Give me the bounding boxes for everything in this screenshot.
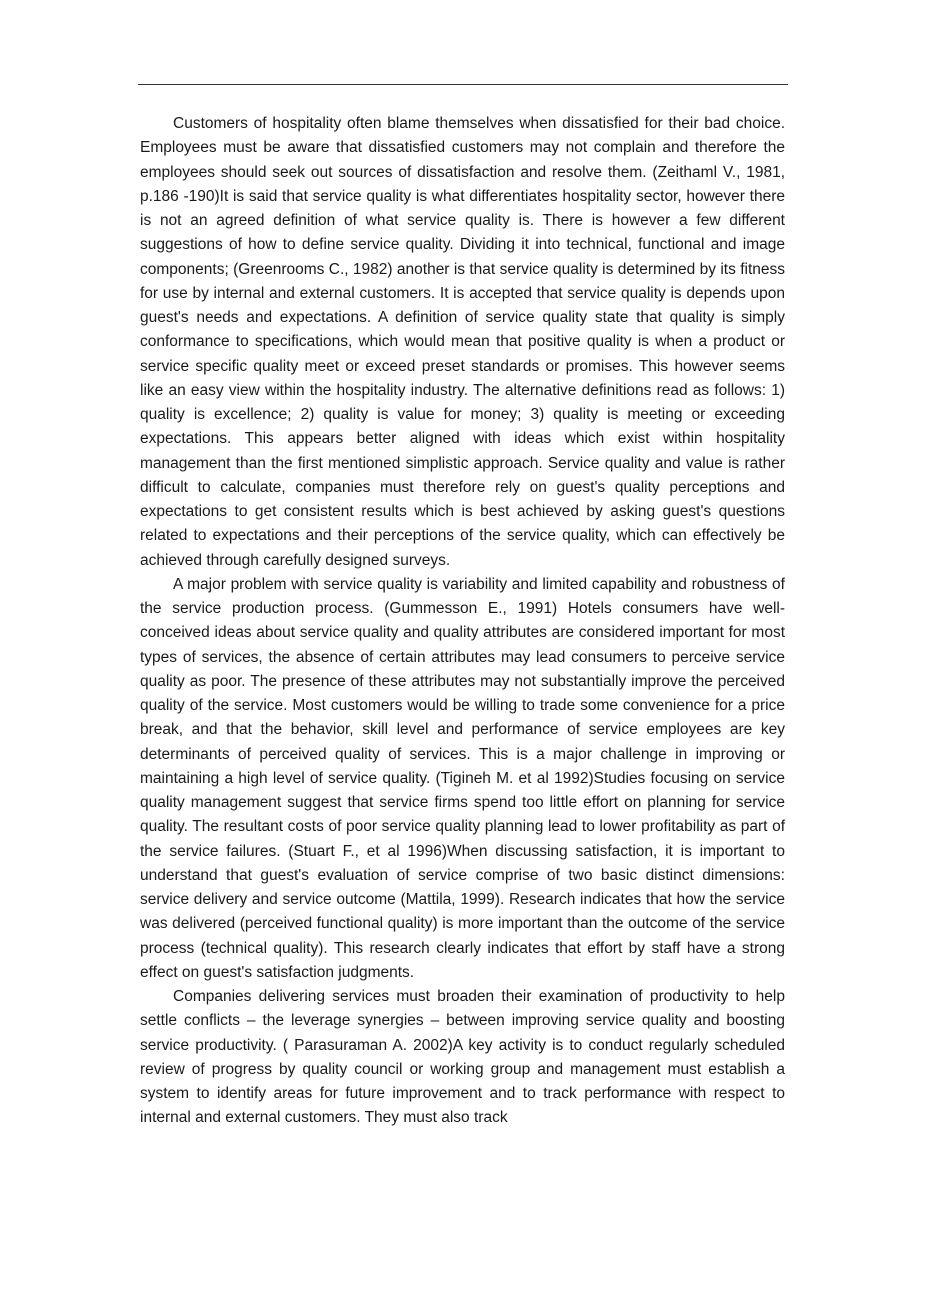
header-rule bbox=[138, 84, 788, 85]
paragraph-1: Customers of hospitality often blame themselves when dissatisfied for their bad choice. Employees must be aware that dissatisfied customers may not complain and therefore the employees should seek out sources of dissatisfaction and resolve them. (Zeithaml V., 1981, p.186 -190)It is said that service quality is what differentiates hospitality sector, however there is not an agreed definition of what service quality is. There is however a few different suggestions of how to define service quality. Dividing it into technical, functional and image components; (Greenrooms C., 1982) another is that service quality is determined by its fitness for use by internal and external customers. It is accepted that service quality is depends upon guest's needs and expectations. A definition of service quality state that quality is simply conformance to specifications, which would mean that positive quality is when a product or service specific quality meet or exceed preset standards or promises. This however seems like an easy view within the hospitality industry. The alternative definitions read as follows: 1) quality is excellence; 2) quality is value for money; 3) quality is meeting or exceeding expectations. This appears better aligned with ideas which exist within hospitality management than the first mentioned simplistic approach. Service quality and value is rather difficult to calculate, companies must therefore rely on guest's quality perceptions and expectations to get consistent results which is best achieved by asking guest's questions related to expectations and their perceptions of the service quality, which can effectively be achieved through carefully designed surveys. bbox=[140, 115, 785, 569]
document-body bbox=[140, 112, 785, 1131]
paragraph-2: A major problem with service quality is variability and limited capability and robustness of the service production process. (Gummesson E., 1991) Hotels consumers have well-conceived ideas about service quality and quality attributes are considered important for most types of services, the absence of certain attributes may lead consumers to perceive service quality as poor. The presence of these attributes may not substantially improve the perceived quality of the service. Most customers would be willing to trade some convenience for a price break, and that the behavior, skill level and performance of service employees are key determinants of perceived quality of services. This is a major challenge in improving or maintaining a high level of service quality. (Tigineh M. et al 1992)Studies focusing on service quality management suggest that service firms spend too little effort on planning for service quality. The resultant costs of poor service quality planning lead to lower profitability as part of the service failures. (Stuart F., et al 1996)When discussing satisfaction, it is important to understand that guest's evaluation of service comprise of two basic distinct dimensions: service delivery and service outcome (Mattila, 1999). Research indicates that how the service was delivered (perceived functional quality) is more important than the outcome of the service process (technical quality). This research clearly indicates that effort by staff have a strong effect on guest's satisfaction judgments. bbox=[140, 575, 785, 981]
paragraph-3: Companies delivering services must broaden their examination of productivity to help settle conflicts – the leverage synergies – between improving service quality and boosting service productivity. ( Parasuraman A. 2002)A key activity is to conduct regularly scheduled review of progress by quality council or working group and management must establish a system to identify areas for future improvement and to track performance with respect to internal and external customers. They must also track bbox=[140, 988, 785, 1127]
